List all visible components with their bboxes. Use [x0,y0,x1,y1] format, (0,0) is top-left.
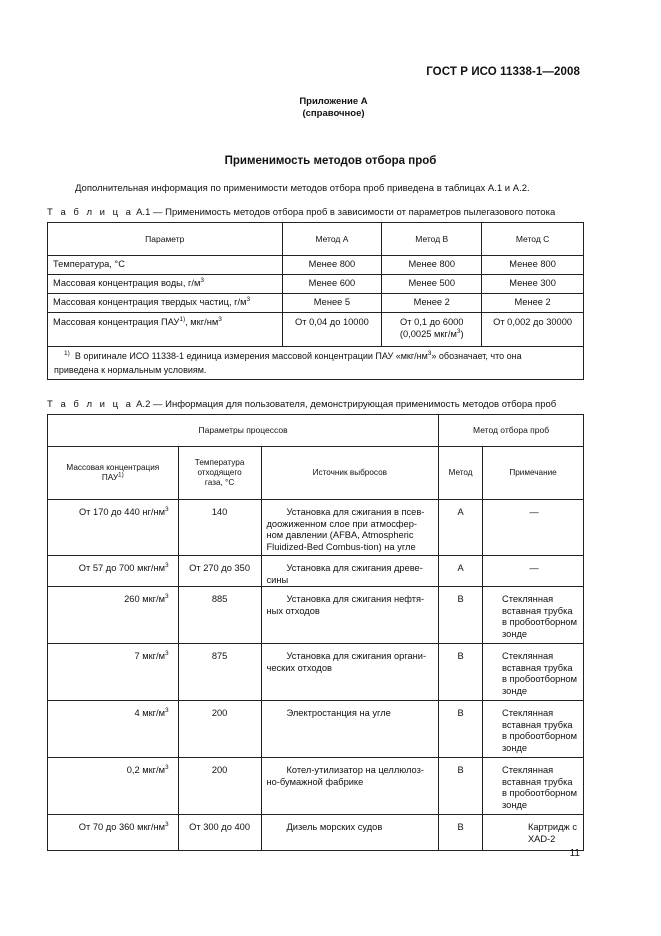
table-row [48,294,584,313]
source-first-line: Установка для сжигания древе- [286,563,423,573]
table1-footnote [48,347,584,380]
param-cell [48,313,283,347]
method-cell: B [439,701,483,758]
sampling-method-header: Метод отбора проб [439,415,584,447]
superscript: 3 [165,820,169,828]
source-cell [261,587,439,644]
superscript: 3 [165,649,169,657]
temp-cell: 140 [178,500,261,556]
conc-header-line: Массовая концентрация [66,463,160,472]
temp-cell: 875 [178,644,261,701]
param-cell [48,294,283,313]
table-row [48,701,584,758]
appendix-heading [0,96,661,120]
superscript: 3 [165,561,169,569]
conc-cell [48,758,179,815]
table-row [48,758,584,815]
table2-caption-text: А.2 — Информация для пользователя, демонстрирующая применимость методов отбора проб [136,399,557,410]
table-row [48,275,584,294]
method-b-alt-text: (0,0025 мкг/м [399,329,457,339]
source-cell [261,500,439,556]
method-c-cell: Менее 300 [482,275,584,294]
superscript: 3 [456,327,461,335]
table1-caption-prefix: Т а б л и ц а [47,207,134,218]
conc-header-text: ПАУ [101,473,119,482]
table1-footnote-row [48,347,584,380]
method-a-cell: От 0,04 до 10000 [282,313,382,347]
superscript: 3 [165,763,169,771]
method-cell: A [439,556,483,587]
table-row [48,644,584,701]
note-cell [483,587,584,644]
section-title: Применимость методов отбора проб [224,155,437,167]
method-a-cell: Менее 5 [282,294,382,313]
temp-cell: От 270 до 350 [178,556,261,587]
conc-value: От 57 до 700 мкг/нм [78,563,166,573]
note-text: — [529,507,539,517]
table-row [48,256,584,275]
conc-cell [48,556,179,587]
temp-cell: 200 [178,758,261,815]
table1-caption [47,207,555,218]
param-cell [48,256,283,275]
source-first-line: Установка для сжигания нефтя- [286,594,425,604]
source-rest: но-бумажной фабрике [266,776,364,787]
source-first-line: Установка для сжигания в псев- [286,507,425,517]
superscript: 3 [218,315,222,323]
method-cell: A [439,500,483,556]
process-params-header: Параметры процессов [48,415,439,447]
source-first-line: Электростанция на угле [286,708,391,718]
conc-header [48,447,179,500]
table1-header-row [48,223,584,256]
superscript: 3 [246,295,251,303]
conc-header-line [48,473,178,483]
note-text: — [529,563,539,573]
table2-group-header-row [48,415,584,447]
table1-header-cell: Метод A [282,223,382,256]
table1-caption-text: А.1 — Применимость методов отбора проб в зависимости от параметров пылегазового потока [136,207,556,218]
conc-cell [48,701,179,758]
conc-value: 0,2 мкг/м [126,765,166,775]
source-rest: ческих отходов [266,662,332,673]
temp-cell: 885 [178,587,261,644]
temp-header-line: Температура [194,458,245,467]
table2-column-header-row [48,447,584,500]
note-cell [483,758,584,815]
intro-paragraph: Дополнительная информация по применимости методов отбора проб приведена в таблицах А.1 и А.2. [75,183,530,194]
superscript: 3 [165,592,169,600]
source-first-line: Котел-утилизатор на целлюлоз- [286,765,424,775]
method-b-alt-tail: ) [460,329,464,339]
superscript: 3 [165,706,169,714]
note-text: Стеклянная вставная трубка в пробоотборном зонде [502,594,577,639]
conc-cell [48,644,179,701]
table-row [48,313,584,347]
method-b-cell: Менее 800 [382,256,482,275]
table1-header-cell: Метод B [382,223,482,256]
note-text: Стеклянная вставная трубка в пробоотборном зонде [502,708,577,753]
conc-value: 260 мкг/м [124,594,166,604]
method-b-alt [387,328,476,340]
table1-header-cell: Метод C [482,223,584,256]
note-text: Стеклянная вставная трубка в пробоотборном зонде [502,765,577,810]
source-cell [261,701,439,758]
appendix-subtitle: (справочное) [302,108,365,119]
temp-cell: 200 [178,701,261,758]
source-rest: сины [266,574,289,585]
method-b-cell: Менее 500 [382,275,482,294]
footnote-mark: 1) [64,350,70,357]
conc-value: От 70 до 360 мкг/нм [78,822,166,832]
method-cell: B [439,815,483,851]
source-first-line: Установка для сжигания органи- [286,651,427,661]
method-a-cell: Менее 800 [282,256,382,275]
conc-cell [48,815,179,851]
footnote-text-cont: » обозначает, что она [431,351,522,361]
note-text: Стеклянная вставная трубка в пробоотборном зонде [502,651,577,696]
page-number: 11 [569,848,580,859]
note-cell [483,701,584,758]
temp-header-line: газа, °C [204,478,235,487]
source-cell [261,556,439,587]
method-cell: B [439,644,483,701]
superscript: 3 [427,350,432,357]
appendix-title: Приложение А [299,96,368,107]
method-header: Метод [439,447,483,500]
conc-value: 7 мкг/м [134,651,166,661]
note-cell [483,500,584,556]
method-b-value: От 0,1 до 6000 [400,317,464,327]
method-c-cell: Менее 2 [482,294,584,313]
source-cell [261,758,439,815]
footnote-ref: 1) [179,315,186,323]
method-c-cell: Менее 800 [482,256,584,275]
note-cell [483,644,584,701]
table2-caption [47,399,556,410]
note-text: Картридж с XAD-2 [527,822,577,844]
table-a2 [47,414,584,851]
note-cell [483,815,584,851]
temp-header [178,447,261,500]
footnote-text-end: приведена к нормальным условиям. [54,365,207,375]
table2-caption-prefix: Т а б л и ц а [47,399,134,410]
method-cell: B [439,758,483,815]
conc-value: От 170 до 440 нг/нм [78,507,166,517]
param-unit: , мкг/нм [185,317,219,327]
temp-cell: От 300 до 400 [178,815,261,851]
conc-value: 4 мкг/м [134,708,166,718]
source-header: Источник выбросов [261,447,439,500]
table2-body [48,500,584,851]
conc-cell [48,500,179,556]
table1-header-cell: Параметр [48,223,283,256]
param-text: Массовая концентрация воды, г/м [53,278,201,288]
table-row [48,556,584,587]
table-row [48,815,584,851]
footnote-text: В оригинале ИСО 11338-1 единица измерения массовой концентрации ПАУ «мкг/нм [74,351,428,361]
method-cell: B [439,587,483,644]
param-text: Массовая концентрация ПАУ [53,317,180,327]
source-cell [261,815,439,851]
table-row [48,587,584,644]
note-header: Примечание [483,447,584,500]
source-rest: доожиженном слое при атмосфер- ном давлении (AFBA, Atmospheric Fluidized-Bed Combus-tion) на угле [266,518,417,552]
superscript: 3 [200,276,205,284]
param-text: Температура, °C [53,259,125,269]
param-cell [48,275,283,294]
param-text: Массовая концентрация твердых частиц, г/м [53,297,247,307]
method-b-cell: Менее 2 [382,294,482,313]
document-code-header: ГОСТ Р ИСО 11338-1—2008 [426,66,580,78]
method-a-cell: Менее 600 [282,275,382,294]
note-cell [483,556,584,587]
footnote-ref: 1) [118,471,124,479]
temp-header-line: отходящего [197,468,242,477]
source-cell [261,644,439,701]
source-first-line: Дизель морских судов [286,822,383,832]
superscript: 3 [165,505,169,513]
table-a1 [47,222,584,380]
source-rest: ных отходов [266,605,320,616]
conc-cell [48,587,179,644]
method-c-cell: От 0,002 до 30000 [482,313,584,347]
method-b-cell [382,313,482,347]
table-row [48,500,584,556]
